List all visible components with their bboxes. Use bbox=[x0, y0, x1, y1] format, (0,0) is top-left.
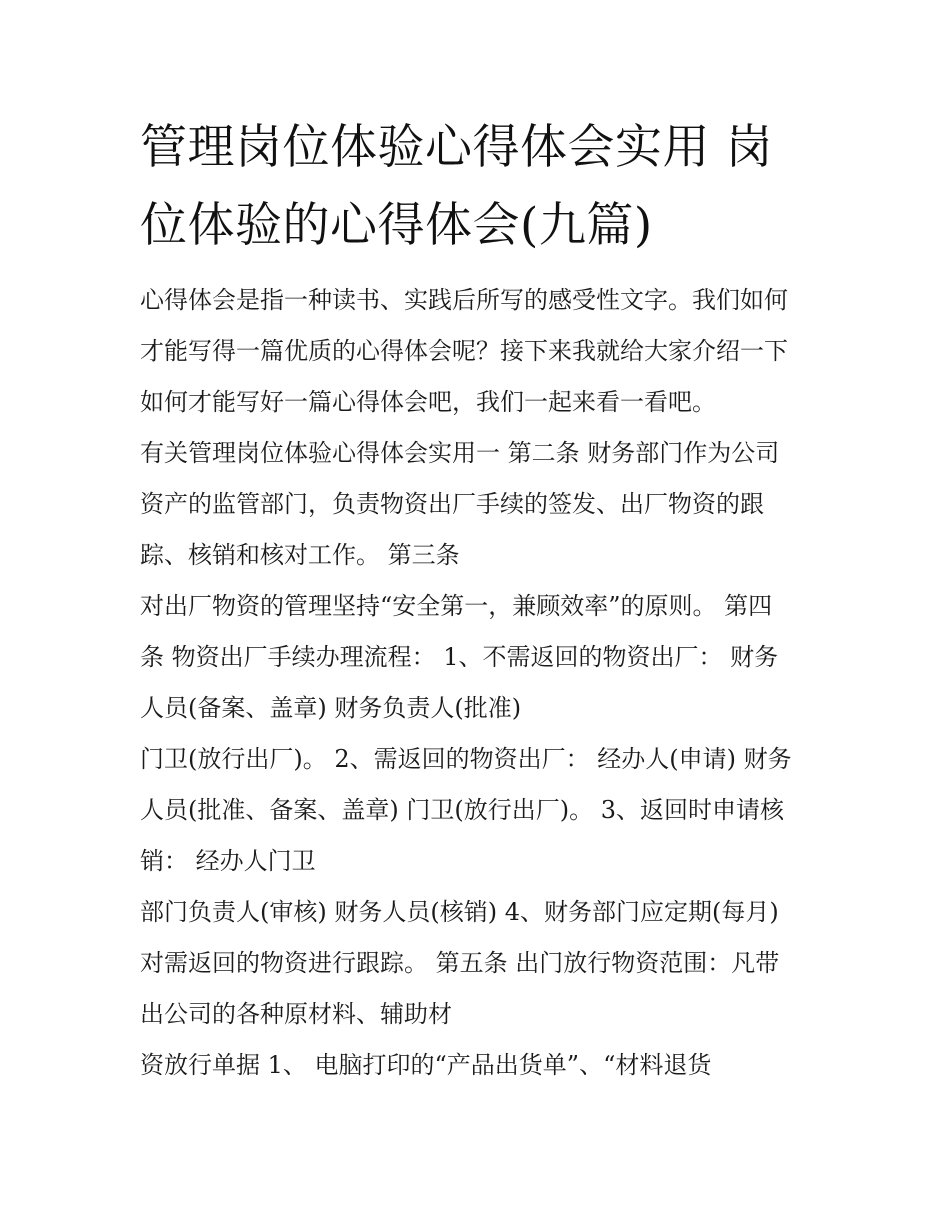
document-title-line-2: 位体验的心得体会(九篇) bbox=[140, 198, 653, 253]
body-line-6: 踪、核销和核对工作。 第三条 bbox=[140, 541, 460, 569]
body-line-4: 有关管理岗位体验心得体会实用一 第二条 财务部门作为公司 bbox=[140, 439, 780, 467]
body-line-14: 对需返回的物资进行跟踪。 第五条 出门放行物资范围：凡带 bbox=[140, 949, 780, 977]
document-title-line-1: 管理岗位体验心得体会实用 岗 bbox=[140, 120, 773, 175]
body-line-7: 对出厂物资的管理坚持“安全第一，兼顾效率”的原则。 第四 bbox=[140, 592, 773, 620]
body-line-8: 条 物资出厂手续办理流程： 1、不需返回的物资出厂： 财务 bbox=[140, 643, 779, 671]
body-line-11: 人员(批准、备案、盖章) 门卫(放行出厂)。 3、返回时申请核 bbox=[140, 796, 784, 824]
body-line-9: 人员(备案、盖章) 财务负责人(批准) bbox=[140, 694, 522, 722]
body-line-16: 资放行单据 1、 电脑打印的“产品出货单”、“材料退货 bbox=[140, 1051, 712, 1079]
body-line-2: 才能写得一篇优质的心得体会呢？接下来我就给大家介绍一下 bbox=[140, 337, 788, 365]
body-line-3: 如何才能写好一篇心得体会吧，我们一起来看一看吧。 bbox=[140, 388, 716, 416]
body-line-5: 资产的监管部门，负责物资出厂手续的签发、出厂物资的跟 bbox=[140, 490, 764, 518]
body-line-15: 出公司的各种原材料、辅助材 bbox=[140, 1000, 452, 1028]
body-line-10: 门卫(放行出厂)。 2、需返回的物资出厂： 经办人(申请) 财务 bbox=[140, 745, 792, 773]
body-line-13: 部门负责人(审核) 财务人员(核销) 4、财务部门应定期(每月) bbox=[140, 898, 779, 926]
body-line-1: 心得体会是指一种读书、实践后所写的感受性文字。我们如何 bbox=[140, 286, 788, 314]
body-line-12: 销： 经办人门卫 bbox=[140, 847, 316, 875]
